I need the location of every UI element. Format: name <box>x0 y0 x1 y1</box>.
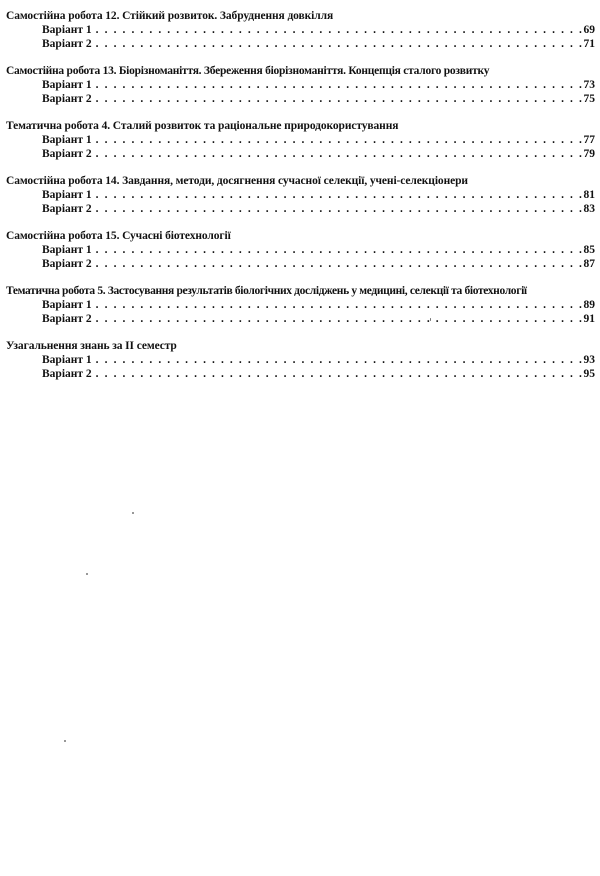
toc-entry[interactable] <box>6 93 598 107</box>
entry-label: Варіант 2 <box>42 37 92 50</box>
page-number: 85 <box>583 244 595 256</box>
toc-section <box>6 8 598 51</box>
entry-label: Варіант 1 <box>42 189 92 201</box>
dot-leader <box>96 79 583 93</box>
dot-leader <box>96 93 583 107</box>
toc-entry[interactable] <box>6 79 598 93</box>
toc-entry[interactable] <box>6 244 598 258</box>
dot-leader <box>96 299 583 313</box>
toc-section <box>6 283 598 326</box>
page-number: 75 <box>583 92 595 105</box>
dot-leader <box>96 189 583 203</box>
page-number: 93 <box>583 354 595 366</box>
dot-leader <box>96 203 583 217</box>
page-number: 71 <box>583 37 595 50</box>
toc-section <box>6 173 598 216</box>
entry-label: Варіант 1 <box>42 24 92 36</box>
toc-entry[interactable] <box>6 134 598 148</box>
page-number: 83 <box>583 202 595 215</box>
entry-label: Варіант 1 <box>42 354 92 366</box>
entry-label: Варіант 2 <box>42 257 92 270</box>
dot-leader <box>96 313 583 327</box>
entry-label: Варіант 2 <box>42 147 92 160</box>
entry-label: Варіант 1 <box>42 134 92 146</box>
entry-label: Варіант 1 <box>42 79 92 91</box>
section-title: Самостійна робота 12. Стійкий розвиток. Забруднення довкілля <box>6 10 334 22</box>
toc-section <box>6 63 598 106</box>
page-number: 79 <box>583 147 595 160</box>
dot-leader <box>96 244 583 258</box>
page-number: 77 <box>583 134 595 146</box>
toc-section <box>6 338 598 381</box>
dot-leader <box>96 24 583 38</box>
toc-entry[interactable] <box>6 38 598 52</box>
page-number: 69 <box>583 24 595 36</box>
toc-entry[interactable] <box>6 258 598 272</box>
page-number: 95 <box>583 367 595 380</box>
scan-speck <box>430 318 431 321</box>
toc-entry[interactable] <box>6 203 598 217</box>
entry-label: Варіант 1 <box>42 244 92 256</box>
scan-speck <box>64 740 66 742</box>
toc-entry[interactable] <box>6 313 598 327</box>
toc-section <box>6 228 598 271</box>
toc-entry[interactable] <box>6 299 598 313</box>
entry-label: Варіант 2 <box>42 367 92 380</box>
table-of-contents <box>6 8 598 393</box>
section-title: Самостійна робота 14. Завдання, методи, досягнення сучасної селекції, учені-селекціонери <box>6 175 468 187</box>
section-title: Тематична робота 4. Сталий розвиток та раціональне природокористування <box>6 120 399 132</box>
toc-entry[interactable] <box>6 354 598 368</box>
page-number: 89 <box>583 299 595 311</box>
entry-label: Варіант 2 <box>42 202 92 215</box>
page-number: 81 <box>583 189 595 201</box>
toc-section <box>6 118 598 161</box>
toc-entry[interactable] <box>6 368 598 382</box>
page-number: 73 <box>583 79 595 91</box>
section-title: Самостійна робота 15. Сучасні біотехнології <box>6 230 231 242</box>
entry-label: Варіант 1 <box>42 299 92 311</box>
section-title: Узагальнення знань за II семестр <box>6 340 177 352</box>
toc-entry[interactable] <box>6 189 598 203</box>
toc-entry[interactable] <box>6 24 598 38</box>
dot-leader <box>96 354 583 368</box>
section-title: Тематична робота 5. Застосування результатів біологічних досліджень у медицині, селекції та біотехнології <box>6 285 527 297</box>
dot-leader <box>96 134 583 148</box>
toc-entry[interactable] <box>6 148 598 162</box>
scan-speck <box>132 512 134 514</box>
scan-speck <box>86 573 88 575</box>
dot-leader <box>96 38 583 52</box>
dot-leader <box>96 368 583 382</box>
dot-leader <box>96 148 583 162</box>
entry-label: Варіант 2 <box>42 312 92 325</box>
page-number: 91 <box>583 312 595 325</box>
section-title: Самостійна робота 13. Біорізноманіття. Збереження біорізноманіття. Концепція сталого розвитку <box>6 65 490 77</box>
page-number: 87 <box>583 257 595 270</box>
entry-label: Варіант 2 <box>42 92 92 105</box>
dot-leader <box>96 258 583 272</box>
